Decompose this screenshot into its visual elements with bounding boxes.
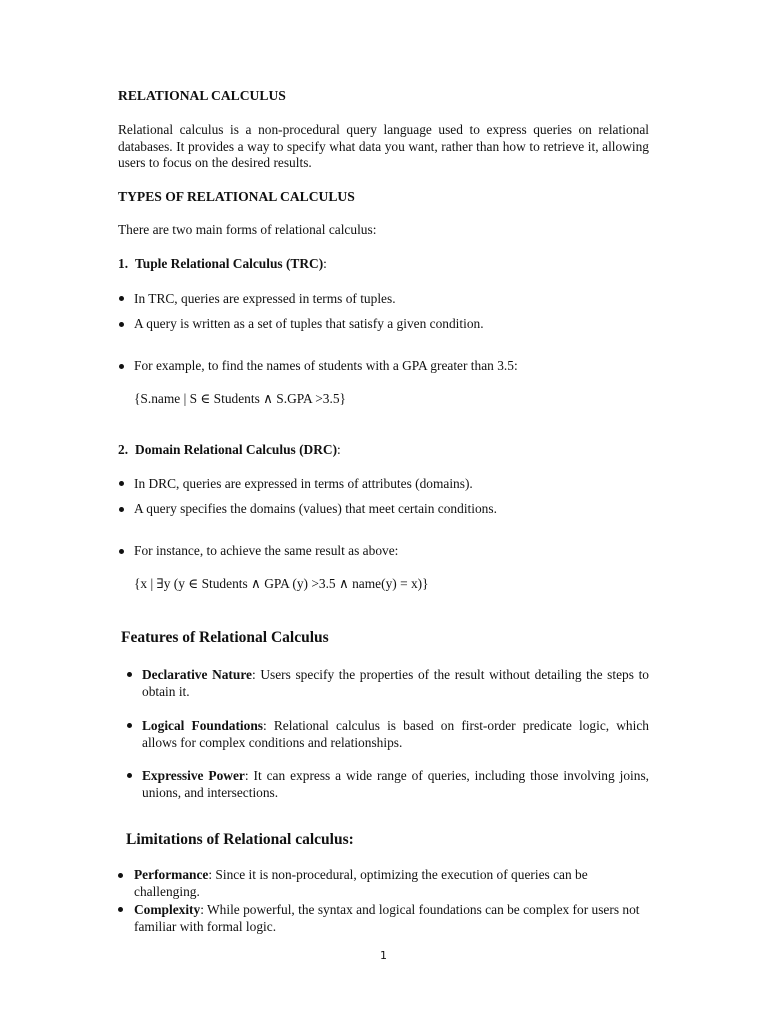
page-number: 1 bbox=[380, 949, 387, 962]
feature-text: : Relational calculus is based on first-order predicate logic, which allows for complex conditions and relationships. bbox=[142, 718, 649, 750]
trc-bullet-2: A query is written as a set of tuples that satisfy a given condition. bbox=[134, 316, 484, 331]
drc-bullet-1: In DRC, queries are expressed in terms of attributes (domains). bbox=[134, 476, 473, 491]
bullet-icon bbox=[127, 672, 132, 677]
limitation-term: Complexity bbox=[134, 902, 201, 917]
limitation-text: : While powerful, the syntax and logical foundations can be complex for users not familiar with formal logic. bbox=[134, 902, 640, 934]
limitation-text: : Since it is non-procedural, optimizing the execution of queries can be challenging. bbox=[134, 867, 588, 899]
trc-colon: : bbox=[323, 256, 327, 271]
trc-bullet-3: For example, to find the names of students with a GPA greater than 3.5: bbox=[134, 358, 518, 373]
drc-title: Domain Relational Calculus (DRC) bbox=[135, 442, 338, 457]
bullet-icon bbox=[119, 322, 124, 327]
bullet-icon bbox=[119, 364, 124, 369]
bullet-icon bbox=[119, 549, 124, 554]
types-intro: There are two main forms of relational calculus: bbox=[118, 222, 377, 237]
feature-text: : It can express a wide range of queries, including those involving joins, unions, and intersections. bbox=[142, 768, 650, 800]
types-heading: TYPES OF RELATIONAL CALCULUS bbox=[118, 189, 355, 204]
limitation-item bbox=[134, 866, 649, 900]
drc-colon: : bbox=[337, 442, 341, 457]
drc-bullet-2: A query specifies the domains (values) that meet certain conditions. bbox=[134, 501, 497, 516]
limitation-term: Performance bbox=[134, 867, 209, 882]
bullet-icon bbox=[127, 723, 132, 728]
bullet-icon bbox=[118, 907, 123, 912]
intro-paragraph: Relational calculus is a non-procedural query language used to express queries on relational databases. It provides a way to specify what data you want, rather than how to retrieve it, allowing users to focus on the desired results. bbox=[118, 122, 649, 170]
bullet-icon bbox=[119, 507, 124, 512]
drc-bullet-3: For instance, to achieve the same result as above: bbox=[134, 543, 399, 558]
drc-formula: {x | ∃y (y ∈ Students ∧ GPA (y) >3.5 ∧ name(y) = x)} bbox=[134, 576, 429, 591]
drc-number: 2. bbox=[118, 442, 129, 457]
drc-heading bbox=[118, 442, 341, 458]
bullet-icon bbox=[119, 296, 124, 301]
trc-heading bbox=[118, 256, 327, 272]
feature-term: Logical Foundations bbox=[142, 718, 263, 733]
trc-bullet-1: In TRC, queries are expressed in terms of tuples. bbox=[134, 291, 396, 306]
page-title: RELATIONAL CALCULUS bbox=[118, 88, 286, 103]
trc-number: 1. bbox=[118, 256, 129, 271]
trc-formula: {S.name | S ∈ Students ∧ S.GPA >3.5} bbox=[134, 391, 346, 406]
feature-item bbox=[142, 767, 649, 801]
features-heading: Features of Relational Calculus bbox=[121, 629, 329, 646]
bullet-icon bbox=[127, 773, 132, 778]
feature-text: : Users specify the properties of the result without detailing the steps to obtain it. bbox=[142, 667, 649, 699]
feature-item bbox=[142, 666, 649, 700]
bullet-icon bbox=[119, 481, 124, 486]
limitation-item bbox=[134, 901, 649, 935]
trc-title: Tuple Relational Calculus (TRC) bbox=[135, 256, 324, 271]
feature-term: Expressive Power bbox=[142, 768, 245, 783]
bullet-icon bbox=[118, 873, 123, 878]
feature-term: Declarative Nature bbox=[142, 667, 252, 682]
limitations-heading: Limitations of Relational calculus: bbox=[126, 831, 354, 848]
feature-item bbox=[142, 717, 649, 751]
